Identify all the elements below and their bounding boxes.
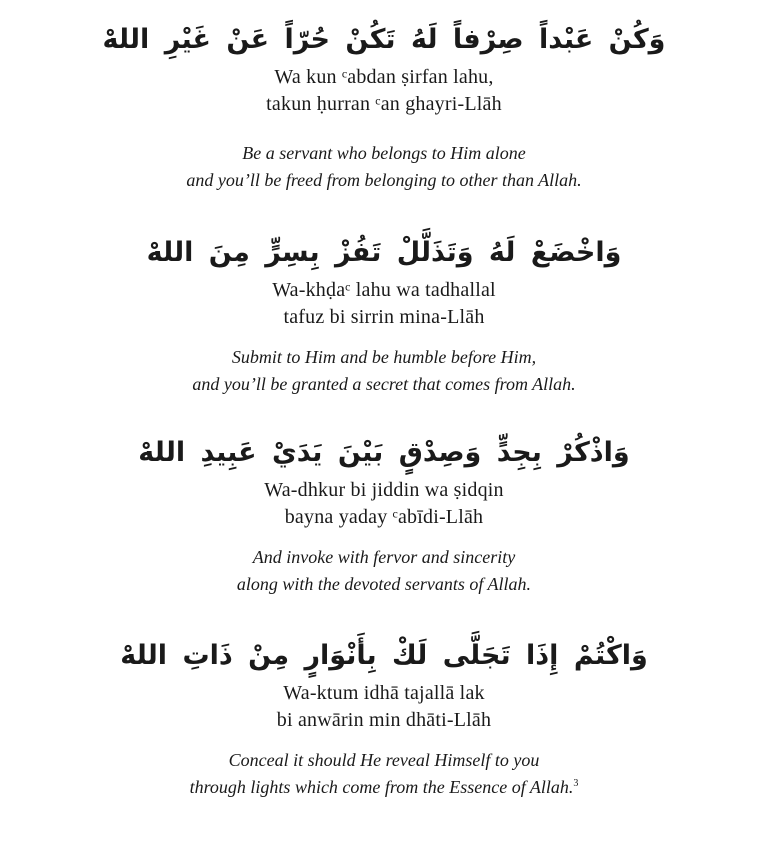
arabic-verse: وَاخْضَعْ لَهُ وَتَذَلَّلْ تَفُزْ بِسِرٍّ مِنَ اللهْ xyxy=(146,237,622,268)
translation-line-2: and you’ll be granted a secret that comes from Allah. xyxy=(192,374,576,394)
arabic-verse: وَاذْكُرْ بِجِدٍّ وَصِدْقٍ بَيْنَ يَدَيْ عَبِيدِ اللهْ xyxy=(138,437,630,468)
translation-line-2-text: through lights which come from the Essence of Allah. xyxy=(189,777,574,797)
footnote-marker[interactable]: 3 xyxy=(573,778,579,789)
translation-line-2: along with the devoted servants of Allah. xyxy=(236,574,532,594)
stanza-1 xyxy=(0,20,768,194)
transliteration-line-2: tafuz bi sirrin mina-Llāh xyxy=(283,306,485,328)
transliteration-line-1: Wa-khḍaᶜ lahu wa tadhallal xyxy=(272,279,496,301)
transliteration-line-1: Wa-ktum idhā tajallā lak xyxy=(283,682,485,704)
stanza-2 xyxy=(0,233,768,398)
transliteration-line-2: bayna yaday ᶜabīdi-Llāh xyxy=(284,506,484,528)
translation-line-1: Conceal it should He reveal Himself to you xyxy=(228,750,540,770)
transliteration-line-2: bi anwārin min dhāti-Llāh xyxy=(276,709,492,731)
translation-line-1: And invoke with fervor and sincerity xyxy=(252,547,516,567)
arabic-verse: وَكُنْ عَبْداً صِرْفاً لَهُ تَكُنْ حُرّاً عَنْ غَيْرِ اللهْ xyxy=(102,24,666,55)
translation-line-2 xyxy=(0,774,768,801)
transliteration-line-1: Wa kun ᶜabdan ṣirfan lahu, xyxy=(274,66,494,88)
arabic-verse: وَاكْتُمْ إِذَا تَجَلَّى لَكْ بِأَنْوَارٍ مِنْ ذَاتِ اللهْ xyxy=(120,640,648,671)
stanza-4 xyxy=(0,636,768,801)
translation-line-1: Be a servant who belongs to Him alone xyxy=(242,143,526,163)
transliteration-line-2: takun ḥurran ᶜan ghayri-Llāh xyxy=(266,93,502,115)
stanza-3 xyxy=(0,433,768,598)
translation-line-1: Submit to Him and be humble before Him, xyxy=(231,347,537,367)
transliteration-line-1: Wa-dhkur bi jiddin wa ṣidqin xyxy=(264,479,504,501)
translation-line-2: and you’ll be freed from belonging to other than Allah. xyxy=(186,170,582,190)
